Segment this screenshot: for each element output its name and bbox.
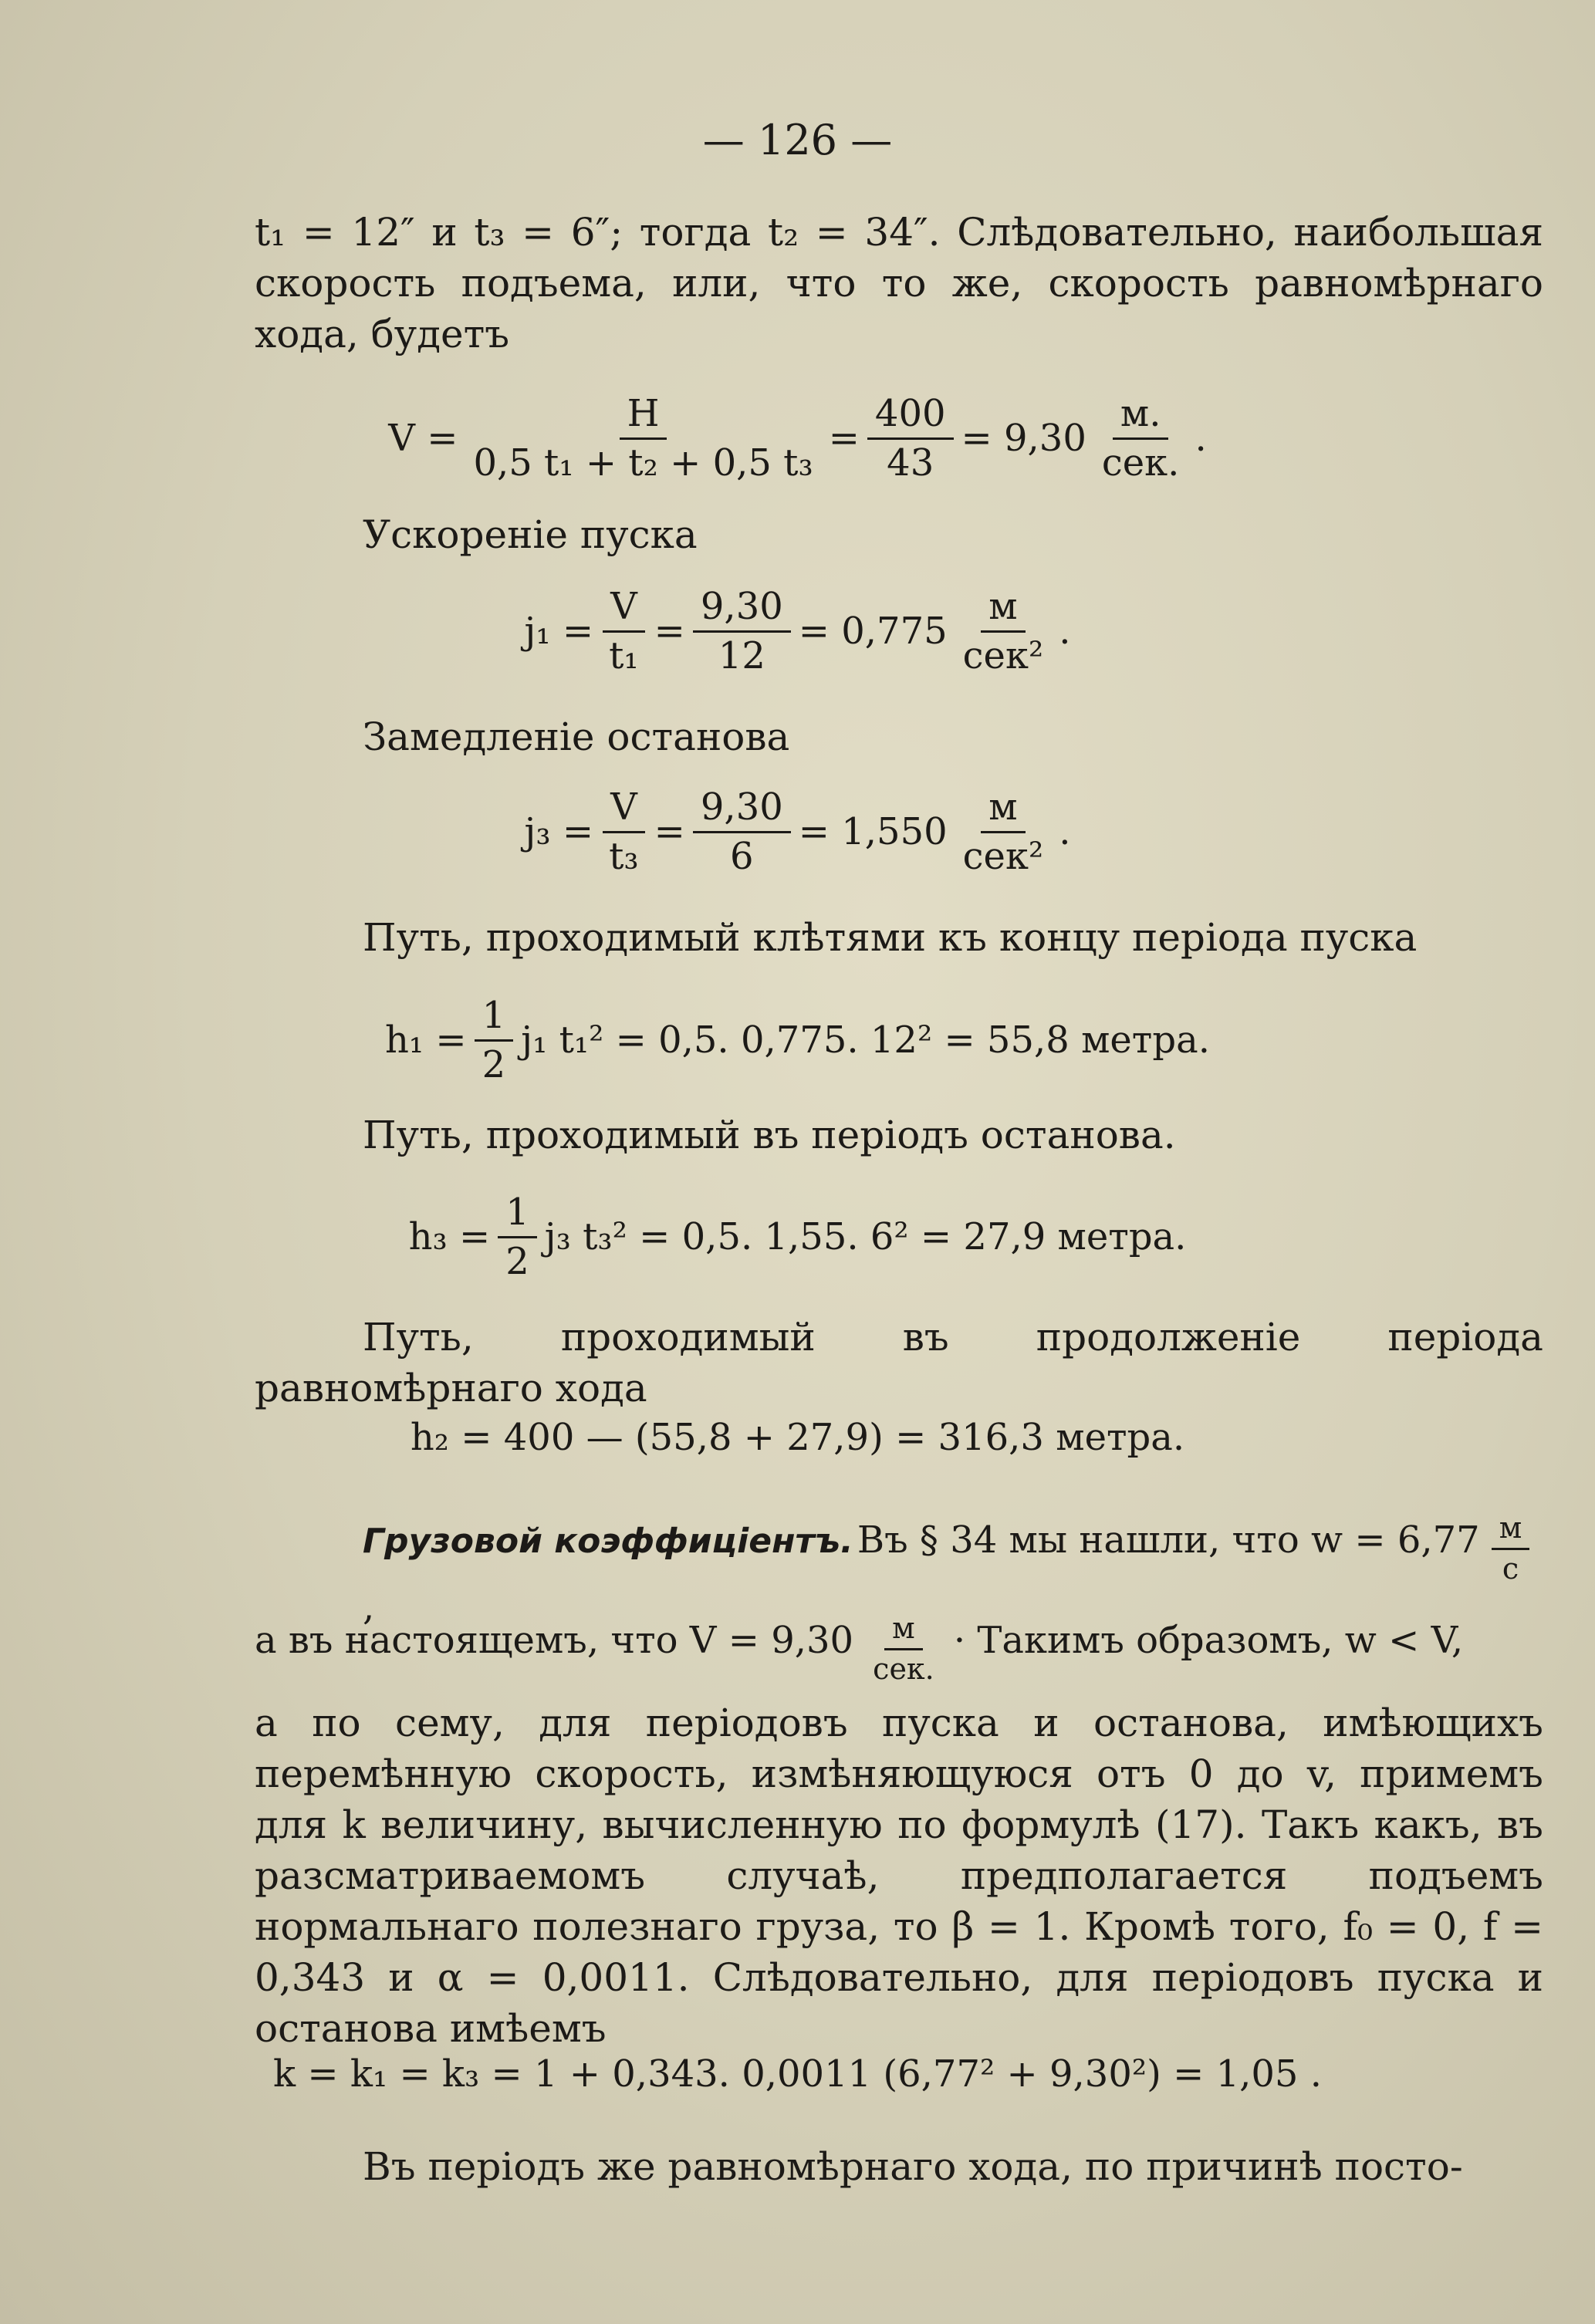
eq-j3-eq2: =	[654, 810, 685, 854]
eq-j3-fraction2	[693, 787, 791, 877]
eq-j3-unit	[955, 787, 1052, 877]
eq-v-num: H	[620, 394, 667, 440]
eq-h3-den: 2	[505, 1239, 529, 1283]
eq-h1-fraction	[475, 995, 514, 1086]
eq-v-fraction2	[867, 394, 954, 484]
eq-v-fraction	[465, 394, 820, 484]
cargo-text2a: а въ настоящемъ, что V = 9,30	[255, 1618, 854, 1662]
eq-h1-den: 2	[482, 1042, 506, 1086]
cargo-unit1-den: с	[1502, 1551, 1519, 1586]
eq-j1-lhs: j₁ =	[524, 610, 594, 654]
cargo-line1	[363, 1512, 1543, 1629]
eq-k-text: k = k₁ = k₃ = 1 + 0,343. 0,0011 (6,77² + 9,30²) = 1,05 .	[273, 2052, 1322, 2096]
eq-j1-num2: 9,30	[693, 586, 791, 633]
eq-j1-fraction	[601, 586, 647, 677]
cargo-unit1-num: м	[1492, 1512, 1530, 1550]
cargo-unit2	[865, 1613, 942, 1686]
cargo-line2	[255, 1613, 1543, 1686]
cargo-unit2-den: сек.	[873, 1651, 934, 1686]
eq-j1-unit	[955, 586, 1052, 677]
equation-v	[0, 394, 1595, 484]
page-number: — 126 —	[702, 116, 893, 164]
eq-j1-value: = 0,775	[798, 610, 948, 654]
eq-j1-unit-den: сек²	[962, 633, 1044, 677]
eq-v-unit-den: сек.	[1101, 441, 1180, 485]
eq-j3-lhs: j₃ =	[524, 810, 594, 854]
equation-h1	[0, 995, 1595, 1086]
label-acceleration: Ускореніе пуска	[363, 512, 698, 557]
label-deceleration: Замедленіе останова	[363, 714, 790, 759]
eq-j3-num: V	[603, 787, 645, 833]
eq-h3-lhs: h₃ =	[408, 1215, 491, 1259]
eq-j3-den: t₃	[609, 834, 639, 878]
label-path-start: Путь, проходимый клѣтями къ концу періода пуска	[363, 915, 1418, 960]
last-line: Въ періодъ же равномѣрнаго хода, по причинѣ посто-	[363, 2144, 1463, 2189]
cargo-unit1	[1492, 1512, 1530, 1586]
eq-j3-unit-den: сек²	[962, 834, 1044, 878]
eq-j3-fraction	[601, 787, 647, 877]
eq-h1-num: 1	[475, 995, 514, 1042]
eq-h3-num: 1	[498, 1192, 537, 1238]
eq-j1-fraction2	[693, 586, 791, 677]
eq-v-eq2: =	[828, 417, 860, 461]
label-path-uniform: Путь, проходимый въ продолженіе періода равномѣрнаго хода	[255, 1315, 1543, 1410]
eq-v-unit	[1094, 394, 1188, 484]
eq-v-lhs: V =	[388, 417, 458, 461]
eq-j1-end: .	[1059, 610, 1071, 654]
eq-v-value: = 9,30	[961, 417, 1086, 461]
eq-j3-value: = 1,550	[798, 810, 948, 854]
eq-h3-fraction	[498, 1192, 537, 1282]
eq-v-den: 0,5 t₁ + t₂ + 0,5 t₃	[473, 441, 813, 485]
eq-j1-eq2: =	[654, 610, 685, 654]
eq-j1-num: V	[603, 586, 645, 633]
equation-j1	[0, 586, 1595, 677]
eq-v-unit-num: м.	[1113, 394, 1169, 440]
eq-v-num2: 400	[867, 394, 954, 440]
cargo-text1: Въ § 34 мы нашли, что w = 6,77	[857, 1518, 1480, 1562]
eq-j3-num2: 9,30	[693, 787, 791, 833]
cargo-unit2-num: м	[884, 1613, 923, 1650]
cargo-comma: ,	[363, 1585, 375, 1629]
eq-j1-unit-num: м	[981, 586, 1025, 633]
cargo-paragraph: а по сему, для періодовъ пуска и останова, имѣющихъ перемѣнную скорость, измѣняющуюся отъ 0 до v, примемъ для k величину, вычисленную по формулѣ (17). Такъ какъ, въ разсматриваемомъ случаѣ, предполагается подъемъ нормальнаго полезнаго груза, то β = 1. Кромѣ того, f₀ = 0, f = 0,343 и α = 0,0011. Слѣдовательно, для періодовъ пуска и останова имѣемъ	[255, 1701, 1543, 2051]
eq-j3-den2: 6	[730, 834, 754, 878]
equation-j3	[0, 787, 1595, 877]
eq-j3-unit-num: м	[981, 787, 1025, 833]
eq-v-den2: 43	[887, 441, 934, 485]
eq-j1-den2: 12	[718, 633, 765, 677]
equation-k	[0, 2052, 1595, 2096]
intro-paragraph: t₁ = 12″ и t₃ = 6″; тогда t₂ = 34″. Слѣдовательно, наибольшая скорость подъема, или, что то же, скорость равномѣрнаго хода, будетъ	[255, 210, 1543, 356]
label-path-stop: Путь, проходимый въ періодъ останова.	[363, 1113, 1176, 1157]
eq-v-end: .	[1195, 417, 1207, 461]
equation-h3	[0, 1192, 1595, 1282]
eq-j3-end: .	[1059, 810, 1071, 854]
eq-h2-text: h₂ = 400 — (55,8 + 27,9) = 316,3 метра.	[410, 1416, 1185, 1459]
eq-h1-rhs: j₁ t₁² = 0,5. 0,775. 12² = 55,8 метра.	[521, 1018, 1210, 1062]
eq-h3-rhs: j₃ t₃² = 0,5. 1,55. 6² = 27,9 метра.	[544, 1215, 1187, 1259]
cargo-heading: Грузовой коэффиціентъ.	[363, 1521, 853, 1561]
eq-j1-den: t₁	[609, 633, 639, 677]
cargo-text2b: · Такимъ образомъ, w < V,	[953, 1618, 1464, 1662]
equation-h2	[0, 1416, 1595, 1459]
eq-h1-lhs: h₁ =	[385, 1018, 467, 1062]
